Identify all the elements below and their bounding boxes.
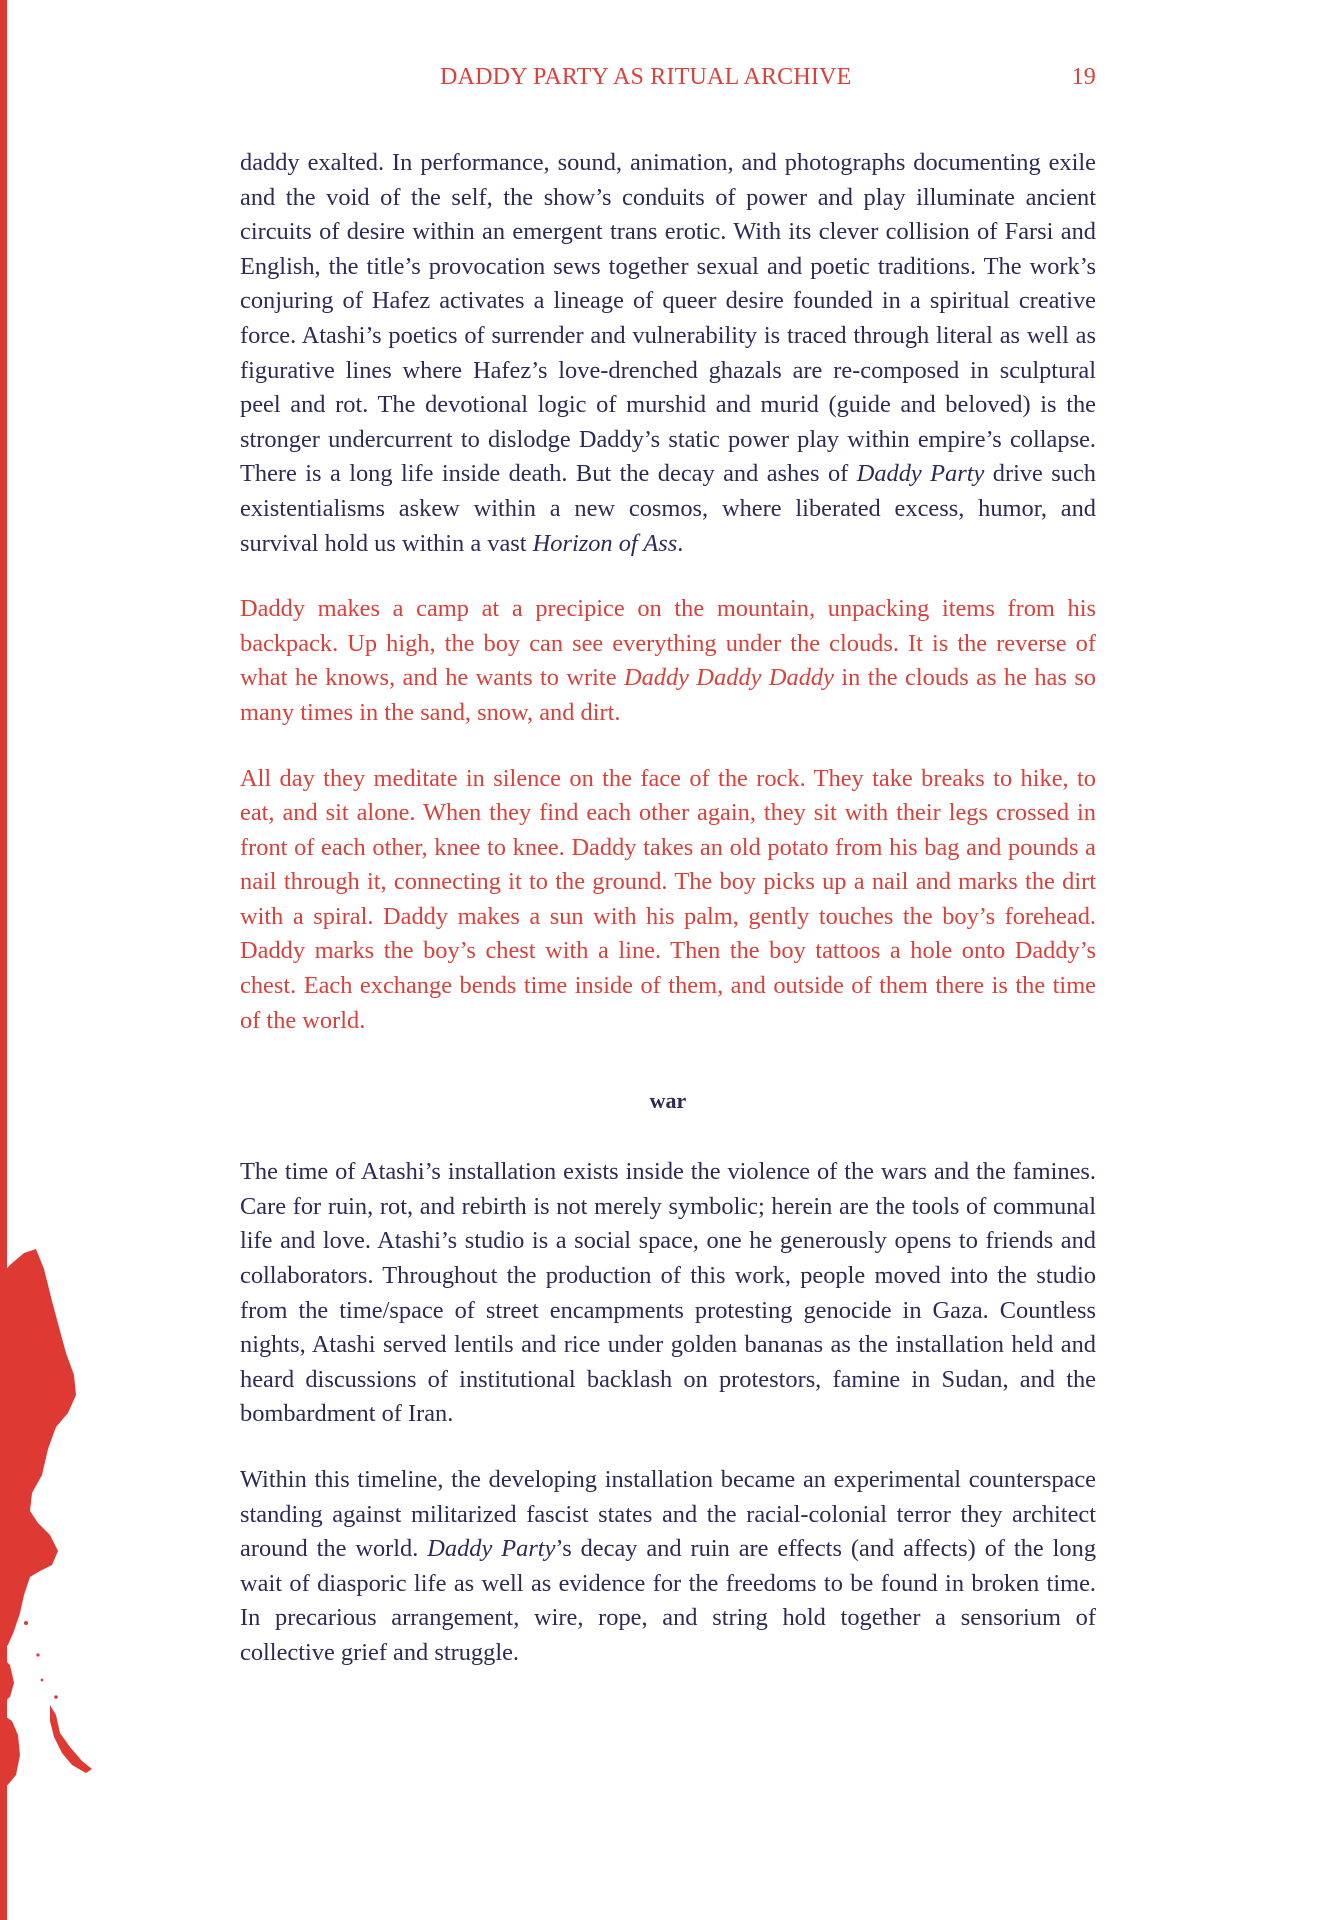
paragraph-3-narrative: All day they meditate in silence on the face of the rock. They take breaks to hike, to eat, and sit alone. When they find each other again, they sit with their legs crossed in front of each other, knee to knee. Daddy takes an old potato from his bag and pounds a nail through it, connecting it to the ground. The boy picks up a nail and marks the dirt with a spiral. Daddy makes a sun with his palm, gently touches the boy’s forehead. Daddy marks the boy’s chest with a line. Then the boy tattoos a hole onto Daddy’s chest. Each exchange bends time inside of them, and outside of them there is the time of the world. — [240, 764, 1096, 1034]
running-title: DADDY PARTY AS RITUAL ARCHIVE — [440, 64, 852, 90]
paragraph-2-narrative — [240, 592, 1096, 730]
title-italic-horizon-of-ass: Horizon of Ass — [532, 529, 678, 557]
paragraph-1 — [240, 146, 1096, 561]
title-italic-daddy-party: Daddy Party — [856, 460, 985, 488]
red-paint-splash-decoration — [0, 1235, 110, 1795]
page-number: 19 — [1071, 64, 1096, 90]
section-heading: war — [649, 1088, 687, 1114]
title-italic-daddy-daddy-daddy: Daddy Daddy Daddy — [623, 664, 834, 692]
paragraph-5 — [240, 1463, 1096, 1671]
paragraph-2-text-a: Daddy makes a camp at a precipice on the mountain, unpacking items from his backpack. Up high, the boy can see everything under the clouds. It is the reverse of what he knows, and he wants to write — [240, 595, 1096, 692]
paragraph-5-text-a: Within this timeline, the developing installation became an experimental counterspace standing against militarized fascist states and the racial-colonial terror they architect around the world. — [240, 1466, 1096, 1563]
paragraph-2-text-b: in the clouds as he has so many times in the sand, snow, and dirt. — [240, 664, 1097, 726]
paragraph-5-text-b: ’s decay and ruin are effects (and affects) of the long wait of diasporic life as well as evidence for the freedoms to be found in broken time. In precarious arrangement, wire, rope, and string hold together a sensorium of collective grief and struggle. — [240, 1535, 1097, 1666]
paragraph-1-text-a: daddy exalted. In performance, sound, animation, and photographs documenting exile and the void of the self, the show’s conduits of power and play illuminate ancient circuits of desire within an emergent trans erotic. With its clever collision of Farsi and English, the title’s provocation sews together sexual and poetic traditions. The work’s conjuring of Hafez activates a lineage of queer desire founded in a spiritual creative force. Atashi’s poetics of surrender and vulnerability is traced through literal as well as figurative lines where Hafez’s love-drenched ghazals are re-composed in sculptural peel and rot. The devotional logic of murshid and murid (guide and beloved) is the stronger undercurrent to dislodge Daddy’s static power play within empire’s collapse. There is a long life inside death. But the decay and ashes of — [240, 149, 1096, 488]
running-head — [240, 64, 1096, 96]
paragraph-4: The time of Atashi’s installation exists inside the violence of the wars and the famines. Care for ruin, rot, and rebirth is not merely symbolic; herein are the tools of communal life and love. Atashi’s studio is a social space, one he generously opens to friends and collaborators. Throughout the production of this work, people moved into the studio from the time/space of street encampments protesting genocide in Gaza. Countless nights, Atashi served lentils and rice under golden bananas as the installation held and heard discussions of institutional backlash on protestors, famine in Sudan, and the bombardment of Iran. — [240, 1158, 1096, 1428]
paragraph-1-text-b: drive such existentialisms askew within a new cosmos, where liberated excess, humor, and survival hold us within a vast — [240, 460, 1097, 557]
page-body — [240, 146, 1096, 1671]
paragraph-1-text-c: . — [677, 529, 684, 557]
title-italic-daddy-party-2: Daddy Party — [427, 1535, 556, 1563]
